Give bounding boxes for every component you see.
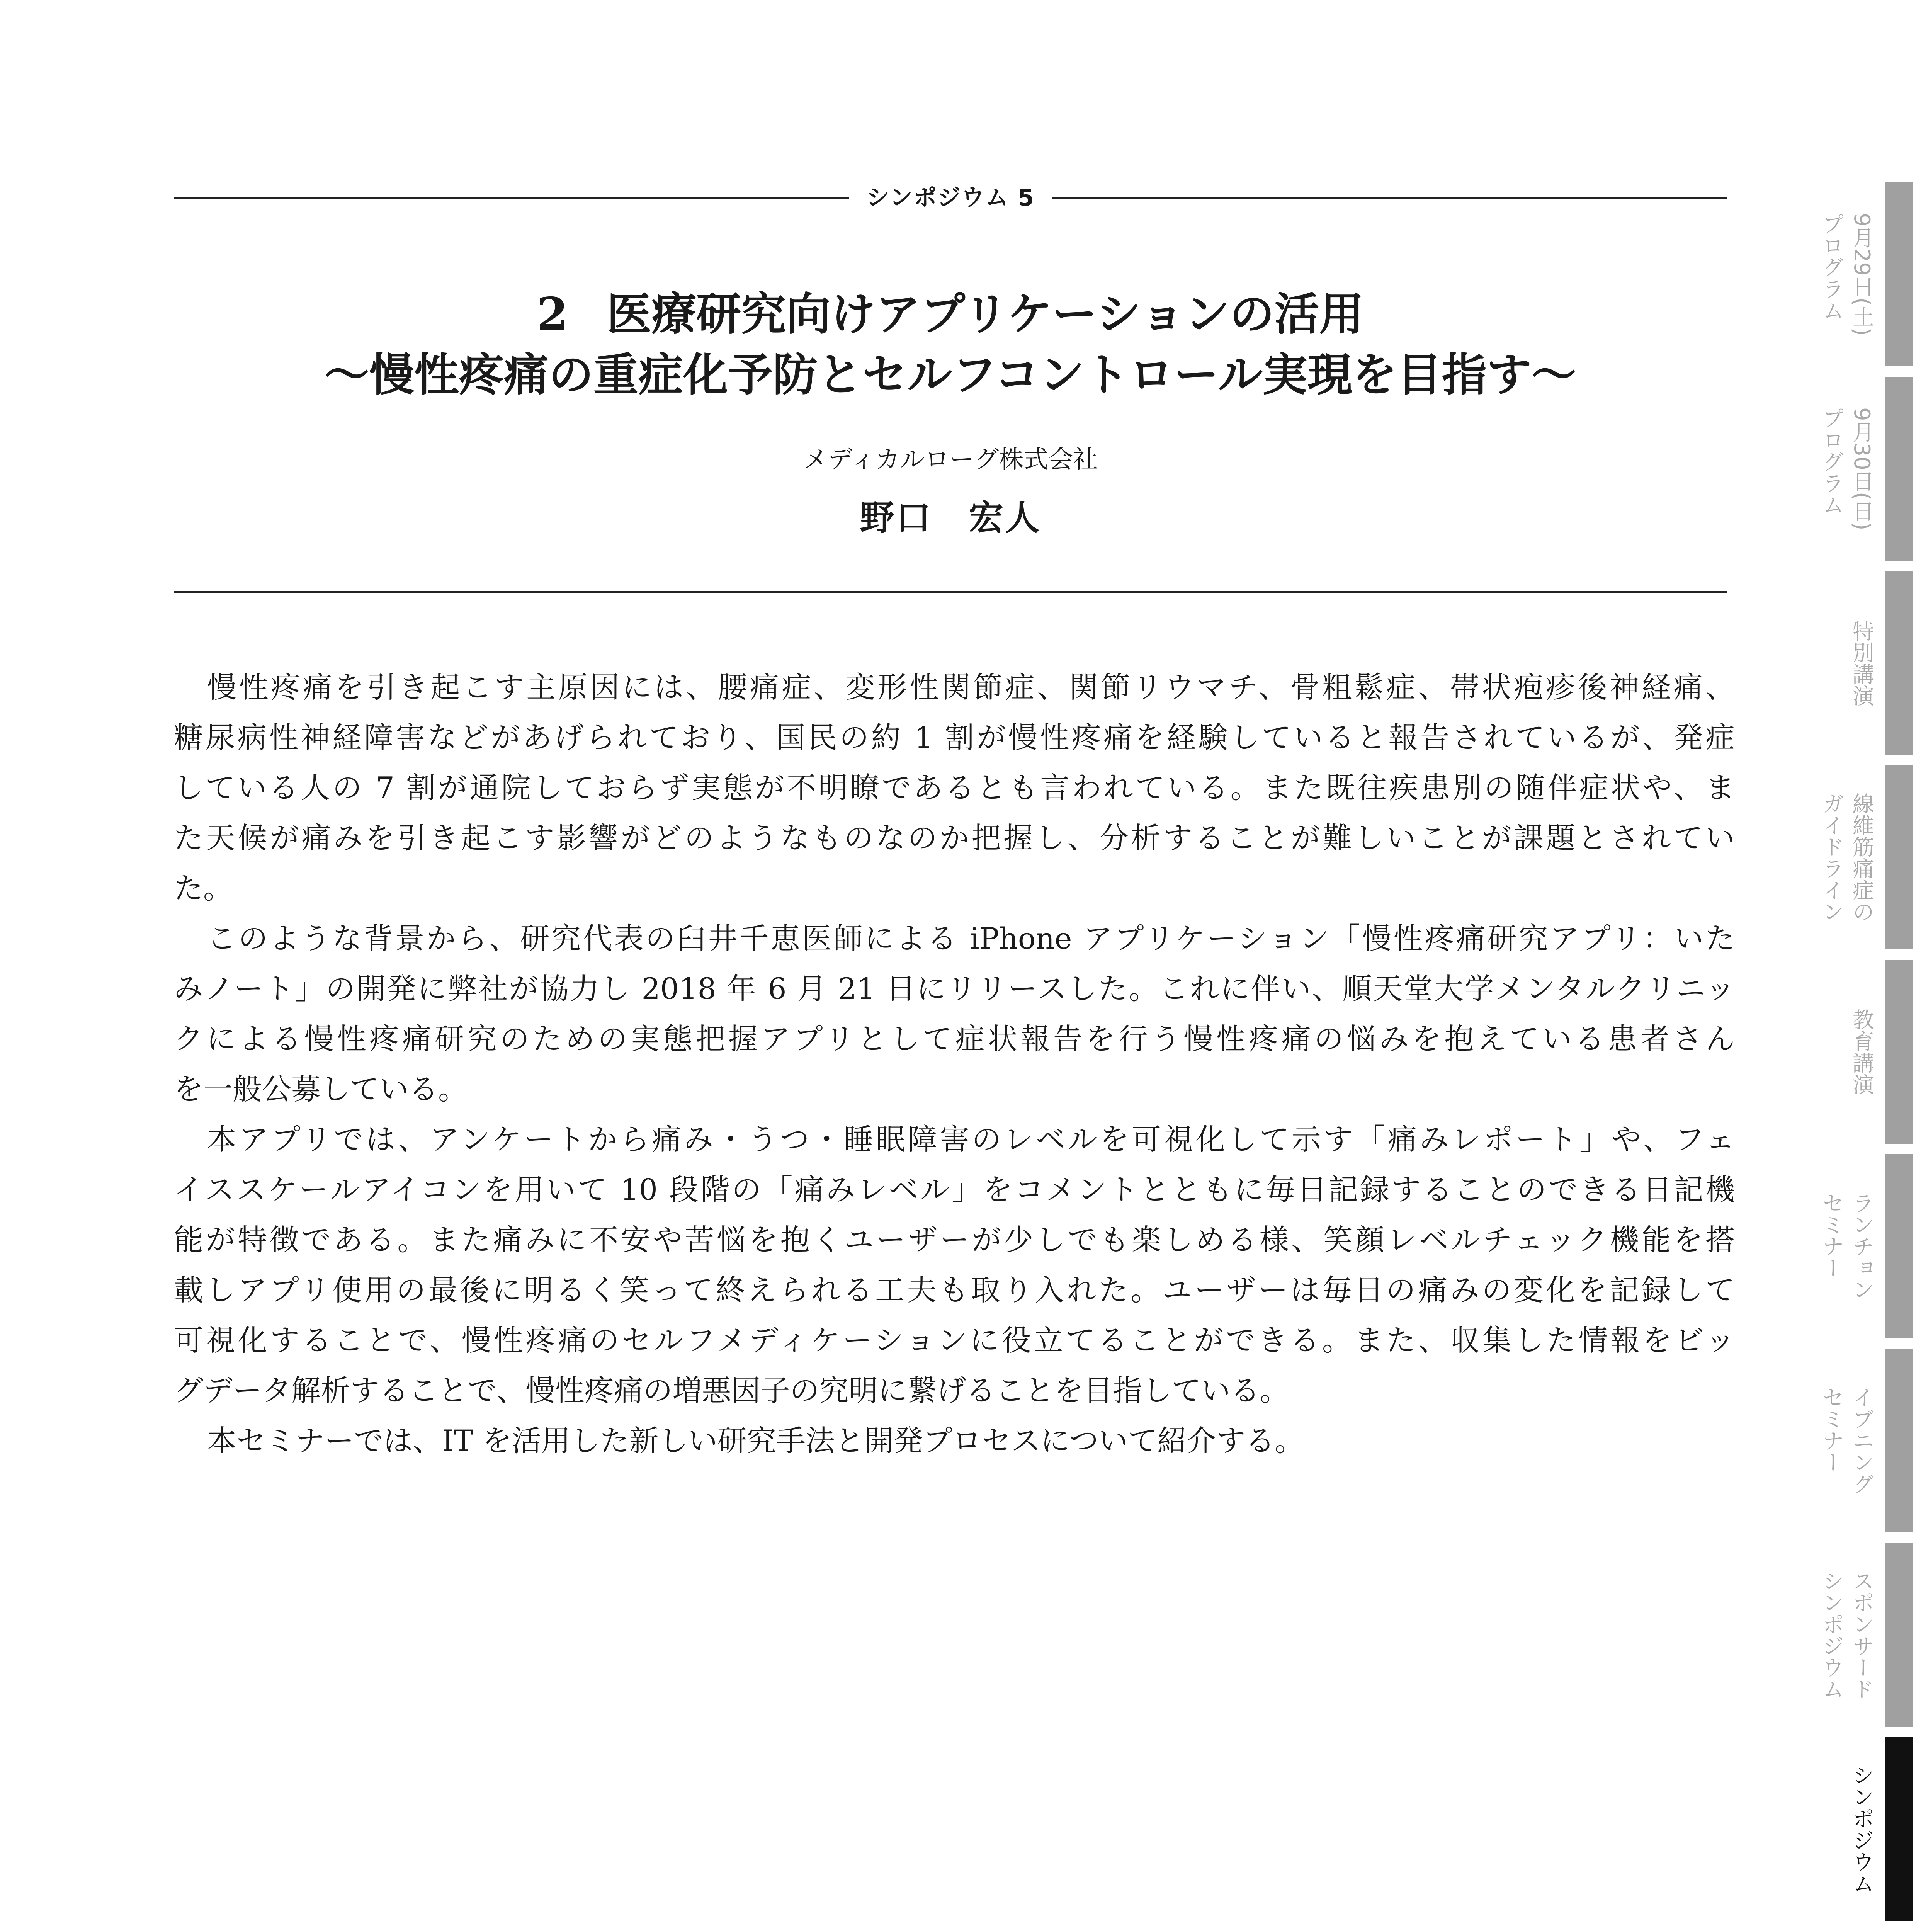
body-paragraph [174, 1114, 1735, 1416]
body-line: クによる慢性疼痛研究のための実態把握アプリとして症状報告を行う慢性疼痛の悩みを抱えている患者さん [174, 1022, 1735, 1056]
index-tab-label-line: 線維筋痛症の [1849, 793, 1874, 922]
body-line: た。 [174, 871, 233, 905]
index-tab-label-line: 9月30日(日) [1849, 407, 1874, 531]
index-tab-bar [1885, 182, 1913, 366]
body-line: みノート」の開発に弊社が協力し 2018 年 6 月 21 日にリリースした。これに伴い、順天堂大学メンタルクリニッ [174, 971, 1735, 1006]
index-tab-label [1816, 1386, 1877, 1495]
body-line: 本アプリでは、アンケートから痛み・うつ・睡眠障害のレベルを可視化して示す「痛みレポート」や、フェ [207, 1122, 1735, 1156]
index-tab-label [1816, 793, 1877, 922]
body-paragraph [174, 1416, 1735, 1466]
index-tab-label-line: 9月29日(土) [1849, 213, 1874, 336]
author-name: 野口 宏人 [860, 497, 1041, 538]
index-tab-label-line: スポンサード [1849, 1570, 1874, 1700]
title-divider-rule [174, 591, 1727, 593]
body-line: このような背景から、研究代表の臼井千恵医師による iPhone アプリケーション「慢性疼痛研究アプリ：いた [207, 921, 1735, 956]
body-line: 載しアプリ使用の最後に明るく笑って終えられる工夫も取り入れた。ユーザーは毎日の痛みの変化を記録して [174, 1273, 1735, 1307]
author-affiliation: メディカルローグ株式会社 [803, 446, 1098, 474]
index-tab-label-line: セミナー [1819, 1386, 1844, 1473]
title-main-line [174, 284, 1727, 345]
index-tab-label [1816, 213, 1877, 336]
index-tab-label-line: 特別講演 [1849, 620, 1874, 706]
index-tab-label-line: シンポジウム [1849, 1764, 1874, 1894]
index-tab-label-wrap [1846, 1737, 1877, 1921]
index-tab-label-line: プログラム [1819, 407, 1844, 515]
index-tab-label-line: ランチョン [1849, 1192, 1874, 1300]
body-line: 可視化することで、慢性疼痛のセルフメディケーションに役立てることができる。また、収集した情報をビッ [174, 1323, 1735, 1357]
index-tab-label-wrap [1816, 182, 1877, 366]
running-header-label: シンポジウム 5 [866, 184, 1035, 211]
index-tab-label-wrap [1816, 765, 1877, 949]
index-tab-label-wrap [1816, 1543, 1877, 1727]
index-tab-bar [1885, 377, 1913, 561]
index-tab-bar [1885, 960, 1913, 1144]
body-line: グデータ解析することで、慢性疼痛の増悪因子の究明に繋げることを目指している。 [174, 1373, 1289, 1408]
index-tab-bar [1885, 1154, 1913, 1338]
index-tab-label [1816, 407, 1877, 531]
index-tab-bar-active [1885, 1737, 1913, 1921]
body-line: 本セミナーでは、IT を活用した新しい研究手法と開発プロセスについて紹介する。 [207, 1423, 1304, 1458]
index-tab-label-wrap [1816, 1154, 1877, 1338]
index-tab-label-wrap [1846, 960, 1877, 1144]
title-subtitle: ～慢性疼痛の重症化予防とセルフコントロール実現を目指す～ [325, 349, 1576, 401]
header-rule-right [1052, 197, 1727, 199]
body-paragraph [174, 913, 1735, 1114]
index-tab-bar [1885, 1349, 1913, 1532]
index-tab-bar [1885, 765, 1913, 949]
index-tab-label-line: セミナー [1819, 1192, 1844, 1279]
index-tab-label-wrap [1816, 377, 1877, 561]
body-line: 糖尿病性神経障害などがあげられており、国民の約 1 割が慢性疼痛を経験していると報告されているが、発症 [174, 720, 1735, 755]
body-line: 慢性疼痛を引き起こす主原因には、腰痛症、変形性関節症、関節リウマチ、骨粗鬆症、帯状疱疹後神経痛、 [207, 670, 1735, 704]
body-text [174, 662, 1735, 1466]
index-tab-bar [1885, 571, 1913, 755]
index-tab-label [1816, 1192, 1877, 1300]
article-title [174, 284, 1727, 405]
body-line: 能が特徴である。また痛みに不安や苦悩を抱くユーザーが少しでも楽しめる様、笑顔レベルチェック機能を搭 [174, 1223, 1735, 1257]
body-line: た天候が痛みを引き起こす影響がどのようなものなのか把握し、分析することが難しいことが課題とされてい [174, 821, 1735, 855]
title-main: 医療研究向けアプリケーションの活用 [607, 288, 1364, 340]
index-tab-label-active [1846, 1764, 1877, 1894]
index-tab-label-line: イブニング [1849, 1386, 1874, 1495]
index-tab-label-wrap [1816, 1349, 1877, 1532]
body-paragraph [174, 662, 1735, 913]
title-number: 2 [537, 288, 568, 340]
index-tab-label-wrap [1846, 571, 1877, 755]
running-header [174, 185, 1727, 211]
index-tab-bar [1885, 1543, 1913, 1727]
body-line: イススケールアイコンを用いて 10 段階の「痛みレベル」をコメントとともに毎日記録することのできる日記機 [174, 1172, 1735, 1207]
index-tab-label-line: プログラム [1819, 213, 1844, 321]
index-tab-label [1846, 1009, 1877, 1095]
index-tab-label [1846, 620, 1877, 706]
index-tab-label-line: シンポジウム [1819, 1570, 1844, 1700]
index-tab-label [1816, 1570, 1877, 1700]
body-line: を一般公募している。 [174, 1072, 468, 1106]
body-line: している人の 7 割が通院しておらず実態が不明瞭であるとも言われている。また既往疾患別の随伴症状や、ま [174, 770, 1735, 805]
index-tab-label-line: 教育講演 [1849, 1009, 1874, 1095]
header-rule-left [174, 197, 849, 199]
index-tab-label-line: ガイドライン [1819, 793, 1844, 922]
